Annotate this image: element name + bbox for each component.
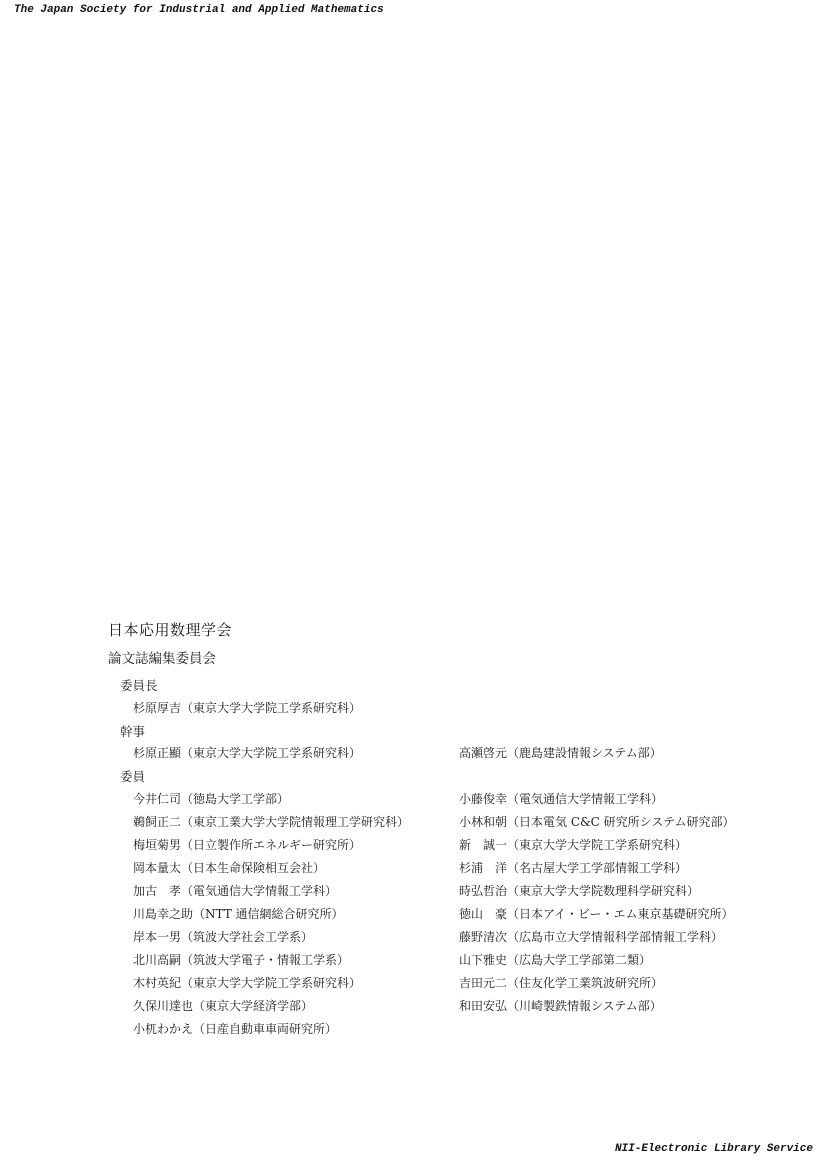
members-label: 委員 [120,769,146,784]
member-left: 木村英紀（東京大学大学院工学系研究科） [133,976,362,990]
member-left: 今井仁司（徳島大学工学部） [133,792,290,806]
member-right: 和田安弘（川崎製鉄情報システム部） [459,999,662,1013]
secretary-right: 高瀬啓元（鹿島建設情報システム部） [459,746,662,760]
member-right: 時弘哲治（東京大学大学院数理科学研究科） [459,884,700,898]
member-left: 岡本量太（日本生命保険相互会社） [133,861,326,875]
member-right: 徳山 豪（日本アイ・ビー・エム東京基礎研究所） [459,907,734,921]
member-right: 小林和朝（日本電気 C&C 研究所システム研究部） [459,815,735,829]
member-right: 藤野清次（広島市立大学情報科学部情報工学科） [459,930,724,944]
member-left: 久保川達也（東京大学経済学部） [133,999,314,1013]
member-right: 吉田元二（住友化学工業筑波研究所） [459,976,664,990]
member-left: 北川高嗣（筑波大学電子・情報工学系） [133,953,350,967]
committee-title: 論文誌編集委員会 [108,651,216,667]
member-left: 加古 孝（電気通信大学情報工学科） [133,884,338,898]
chair-member: 杉原厚吉（東京大学大学院工学系研究科） [133,701,362,715]
member-right: 杉浦 洋（名古屋大学工学部情報工学科） [459,861,688,875]
secretary-left: 杉原正顯（東京大学大学院工学系研究科） [133,746,362,760]
member-left: 川島幸之助（NTT 通信網総合研究所） [133,907,344,921]
member-left: 岸本一男（筑波大学社会工学系） [133,930,314,944]
member-left: 鵜飼正二（東京工業大学大学院情報理工学研究科） [133,815,410,829]
member-left: 梅垣菊男（日立製作所エネルギー研究所） [133,838,362,852]
member-right: 新 誠一（東京大学大学院工学系研究科） [459,838,688,852]
member-right: 山下雅史（広島大学工学部第二類） [459,953,652,967]
footer-credit: NII-Electronic Library Service [614,1143,813,1155]
society-name: 日本応用数理学会 [108,621,233,639]
header-credit: The Japan Society for Industrial and Applied Mathematics [14,4,384,16]
member-left: 小杌わかえ（日産自動車車両研究所） [133,1022,338,1036]
member-right: 小藤俊幸（電気通信大学情報工学科） [459,792,664,806]
chair-label: 委員長 [120,678,158,693]
secretaries-label: 幹事 [120,724,146,739]
